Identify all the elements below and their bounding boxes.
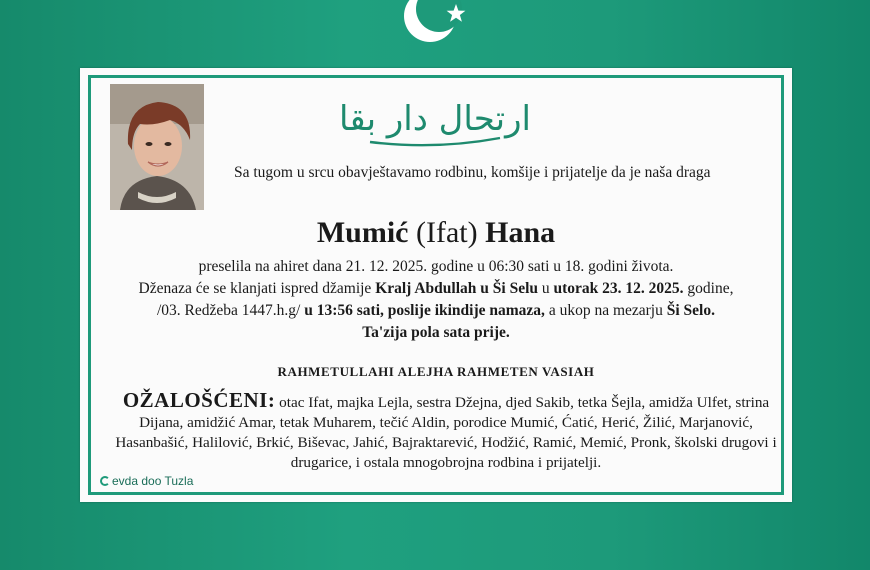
death-line [80, 258, 792, 276]
obituary-card [80, 68, 792, 502]
funeral-line [80, 280, 792, 298]
company-name: evda doo Tuzla [112, 474, 194, 488]
portrait-image [110, 84, 204, 210]
funeral-suffix: godine, [683, 280, 734, 297]
hijri-line [80, 302, 792, 320]
funeral-mid: u [538, 280, 554, 297]
tazija-text: Ta'zija pola sata prije. [362, 324, 510, 341]
funeral-date: utorak 23. 12. 2025. [553, 280, 684, 297]
death-suffix: godine u 06:30 sati u 18. godini života. [427, 258, 674, 275]
surname: Mumić [316, 216, 409, 249]
death-date: 21. 12. 2025. [345, 258, 428, 275]
crescent-star-icon [400, 0, 470, 54]
prayer-line: RAHMETULLAHI ALEJHA RAHMETEN VASIAH [277, 364, 595, 379]
burial-text: a ukop na mezarju [544, 302, 667, 319]
arabic-calligraphy [339, 84, 531, 154]
mourners-list: otac Ifat, majka Lejla, sestra Džejna, djed Sakib, tetka Šejla, amidža Ulfet, strina Dijana, amidžić Amar, tetak Muharem, tečić Aldin, porodice Mumić, Ćatić, Herić, Žilić, Marjanović, Hasanbašić, Halilović, Brkić, Biševac, Jahić, Bajraktarević, Hodžić, Ramić, Memić, Pronk, školski drugovi i drugarice, i ostala mnogobrojna rodbina i prijatelji. [115, 394, 777, 471]
svg-text:ارتحال دار بقا: ارتحال دار بقا [339, 99, 531, 139]
father-name: (Ifat) [415, 216, 478, 249]
funeral-time: u 13:56 sati, poslije ikindije namaza, [300, 302, 545, 319]
death-prefix: preselila na ahiret dana [198, 258, 346, 275]
company-logo [100, 474, 193, 488]
given-name: Hana [485, 216, 556, 249]
logo-icon [100, 476, 110, 486]
tazija-line [80, 324, 792, 342]
burial-place: Ši Selo. [666, 302, 715, 319]
deceased-photo [110, 84, 204, 210]
hijri-date: /03. Redžeba 1447.h.g/ [157, 302, 301, 319]
intro-text: Sa tugom u srcu obavještavamo rodbinu, komšije i prijatelje da je naša draga [234, 164, 711, 181]
mourners-block [110, 390, 782, 473]
mosque-name: Kralj Abdullah u Ši Selu [375, 280, 538, 297]
mourners-heading: OŽALOŠĆENI: [122, 388, 276, 412]
funeral-prefix: Dženaza će se klanjati ispred džamije [138, 280, 376, 297]
deceased-name [80, 216, 792, 250]
